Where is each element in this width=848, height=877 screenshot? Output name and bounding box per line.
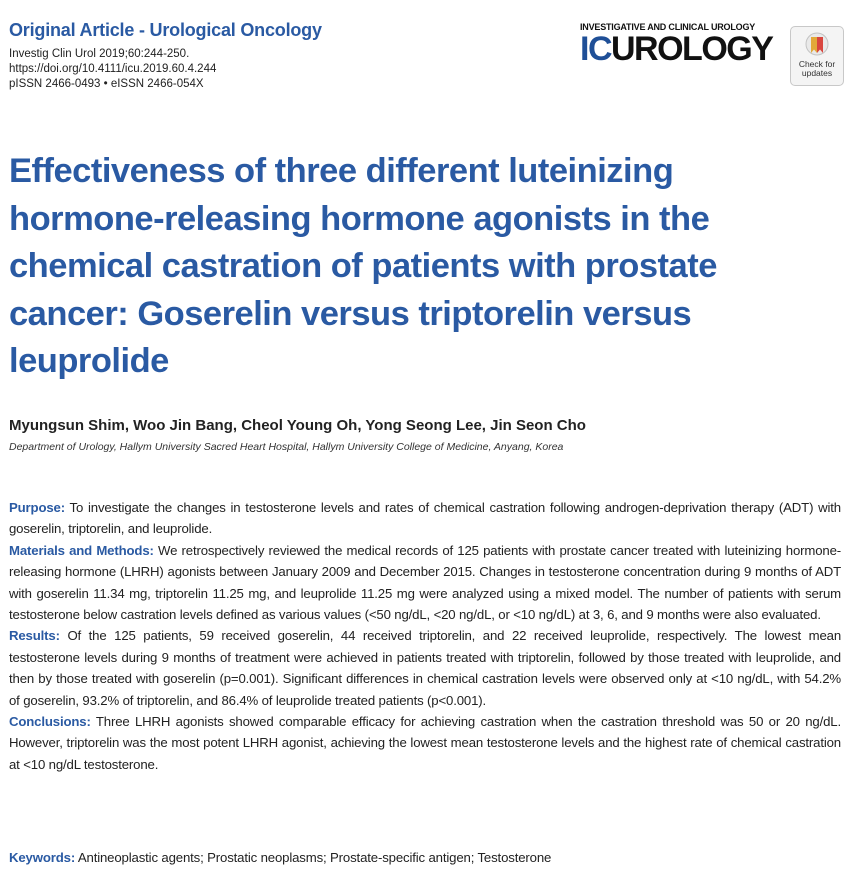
results-text: Of the 125 patients, 59 received goserelin, 44 received triptorelin, and 22 received leuprolide, respectively. The lowest mean testosterone levels during 9 months of treatment were achieved in patients treated with triptorelin, followed by those treated with leuprolide, and then by those treated with goserelin (p=0.001). Significant differences in chemical castration levels were observed only at <10 ng/dL, with 54.2% of goserelin, 93.2% of triptorelin, and 86.4% of leuprolide treated patients (p<0.001). <box>9 628 842 708</box>
journal-logo-subtitle: INVESTIGATIVE AND CLINICAL UROLOGY <box>580 22 756 32</box>
bookmark-icon <box>805 32 829 58</box>
section-label: Original Article - Urological Oncology <box>9 20 322 40</box>
journal-logo-urology: UROLOGY <box>611 30 773 68</box>
keywords <box>9 850 551 865</box>
badge-line-1: Check for <box>798 59 836 69</box>
abstract <box>9 497 841 775</box>
journal-logo-wordmark <box>580 32 778 66</box>
citation: Investig Clin Urol 2019;60:244-250. <box>9 48 190 60</box>
abstract-results <box>9 625 841 711</box>
journal-logo <box>580 22 778 66</box>
author-list: Myungsun Shim, Woo Jin Bang, Cheol Young Oh, Yong Seong Lee, Jin Seon Cho <box>9 417 586 434</box>
keywords-label: Keywords: <box>9 850 76 865</box>
purpose-label: Purpose: <box>9 500 65 515</box>
abstract-purpose <box>9 497 841 540</box>
keywords-text: Antineoplastic agents; Prostatic neoplasms; Prostate-specific antigen; Testosterone <box>77 850 552 865</box>
check-for-updates-badge[interactable] <box>790 26 844 86</box>
badge-line-2: updates <box>801 68 833 78</box>
conclusions-text: Three LHRH agonists showed comparable efficacy for achieving castration when the castration threshold was 50 or 20 ng/dL. However, triptorelin was the most potent LHRH agonist, achieving the lowest mean testosterone levels and the highest rate of chemical castration at <10 ng/dL testosterone. <box>9 714 841 772</box>
affiliation: Department of Urology, Hallym University Sacred Heart Hospital, Hallym University College of Medicine, Anyang, Korea <box>9 441 564 453</box>
methods-text: We retrospectively reviewed the medical records of 125 patients with prostate cancer treated with luteinizing hormone-releasing hormone (LHRH) agonists between January 2009 and December 2015. Changes in testosterone concentration during 9 months of ADT with goserelin 11.34 mg, triptorelin 11.25 mg, and leuprolide 11.25 mg were analyzed using a mixed model. The number of patients with serum testosterone below castration levels defined as various values (<50 ng/dL, <20 ng/dL, or <10 ng/dL) at 3, 6, and 9 months were also evaluated. <box>9 542 841 623</box>
journal-logo-ic: IC <box>580 30 611 68</box>
abstract-methods <box>9 540 841 626</box>
results-label: Results: <box>9 628 60 644</box>
badge-label <box>799 60 835 78</box>
abstract-conclusions <box>9 711 841 775</box>
methods-label: Materials and Methods: <box>9 542 154 558</box>
doi-link[interactable]: https://doi.org/10.4111/icu.2019.60.4.244 <box>9 63 217 75</box>
article-header <box>9 20 322 92</box>
issn: pISSN 2466-0493 • eISSN 2466-054X <box>9 78 204 90</box>
article-title: Effectiveness of three different luteinizing hormone-releasing hormone agonists in the chemical castration of patients with prostate cancer: Goserelin versus triptorelin versus leuprolide <box>9 152 717 380</box>
conclusions-label: Conclusions: <box>9 714 91 730</box>
purpose-text: To investigate the changes in testosterone levels and rates of chemical castration following androgen-deprivation therapy (ADT) with goserelin, triptorelin, and leuprolide. <box>9 500 841 537</box>
